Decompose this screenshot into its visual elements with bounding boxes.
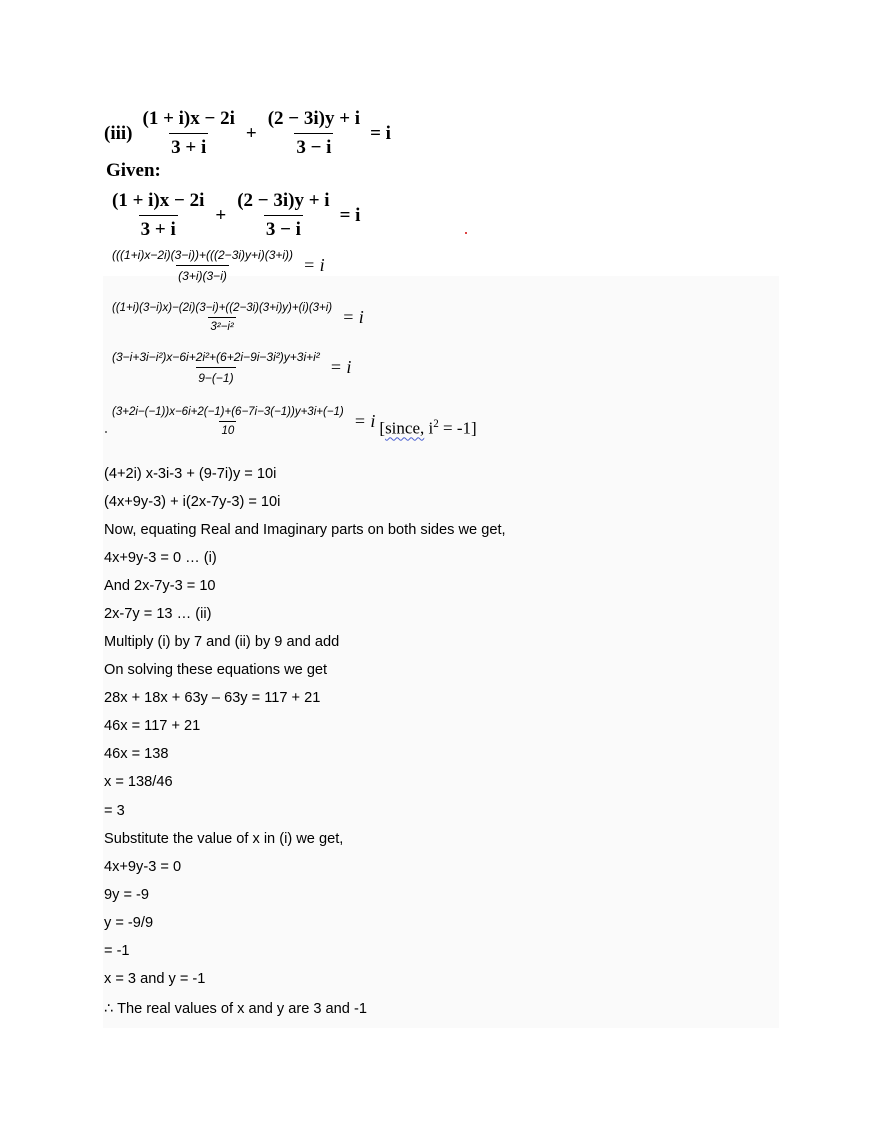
since-note-open: [ xyxy=(379,418,386,438)
solution-line-5: And 2x-7y-3 = 10 xyxy=(104,578,216,594)
solution-line-1: (4+2i) x-3i-3 + (9-7i)y = 10i xyxy=(104,466,277,482)
problem-fraction-1 xyxy=(141,108,237,159)
solution-line-13: = 3 xyxy=(104,803,125,819)
problem-fraction-2-numerator: (2 − 3i)y + i xyxy=(267,108,361,129)
solution-line-16: 9y = -9 xyxy=(104,887,150,903)
step-3-numerator: (3−i+3i−i²)x−6i+2i²+(6+2i−9i−3i²)y+3i+i² xyxy=(112,350,320,364)
solution-background xyxy=(103,276,779,1028)
step-1-rhs: = i xyxy=(303,255,325,275)
solution-line-8: On solving these equations we get xyxy=(104,662,328,678)
problem-fraction-2-denominator: 3 − i xyxy=(294,133,333,159)
step-2-denominator: 3²−i² xyxy=(208,317,235,333)
problem-fraction-1-denominator: 3 + i xyxy=(169,133,208,159)
given-fraction-1 xyxy=(110,190,206,241)
problem-rhs: = i xyxy=(370,122,391,144)
problem-fraction-2 xyxy=(266,108,362,159)
step-4-rhs: = i xyxy=(353,410,376,431)
step-1 xyxy=(110,248,325,283)
solution-line-18: = -1 xyxy=(104,943,130,959)
problem-equation xyxy=(104,108,391,159)
given-fraction-1-denominator: 3 + i xyxy=(139,215,178,241)
step-1-denominator: (3+i)(3−i) xyxy=(176,265,229,283)
given-equation xyxy=(110,190,360,241)
given-plus: + xyxy=(215,204,227,226)
stray-mark xyxy=(465,232,467,234)
solution-line-3: Now, equating Real and Imaginary parts on both sides we get, xyxy=(104,522,506,538)
since-note-i: i xyxy=(424,418,434,438)
given-fraction-2 xyxy=(235,190,331,241)
solution-line-6: 2x-7y = 13 … (ii) xyxy=(104,606,212,622)
step-4-denominator: 10 xyxy=(219,421,236,437)
solution-line-19: x = 3 and y = -1 xyxy=(104,971,206,987)
step-4 xyxy=(110,404,477,439)
step-3-rhs: = i xyxy=(329,357,352,377)
step-1-numerator: (((1+i)x−2i)(3−i))+(((2−3i)y+i)(3+i)) xyxy=(112,248,294,262)
solution-line-14: Substitute the value of x in (i) we get, xyxy=(104,831,344,847)
since-note-word: since, xyxy=(385,418,425,438)
step-3-fraction xyxy=(110,350,322,385)
solution-line-10: 46x = 117 + 21 xyxy=(104,718,201,734)
step-3 xyxy=(110,350,351,385)
solution-line-9: 28x + 18x + 63y – 63y = 117 + 21 xyxy=(104,690,321,706)
problem-plus: + xyxy=(245,122,257,144)
since-note xyxy=(379,418,476,439)
problem-label: (iii) xyxy=(104,122,133,144)
since-note-rest: = -1] xyxy=(438,418,477,438)
step-1-fraction xyxy=(110,248,295,283)
solution-line-17: y = -9/9 xyxy=(104,915,154,931)
stray-mark-2 xyxy=(105,431,107,433)
step-4-numerator: (3+2i−(−1))x−6i+2(−1)+(6−7i−3(−1))y+3i+(−1) xyxy=(112,405,344,418)
step-3-denominator: 9−(−1) xyxy=(196,367,235,385)
step-4-fraction xyxy=(110,406,346,437)
solution-line-11: 46x = 138 xyxy=(104,746,169,762)
solution-line-20: ∴ The real values of x and y are 3 and -1 xyxy=(104,1001,367,1017)
step-2 xyxy=(110,302,364,333)
since-note-exponent: 2 xyxy=(433,418,439,430)
solution-line-15: 4x+9y-3 = 0 xyxy=(104,859,182,875)
step-2-fraction xyxy=(110,302,334,333)
solution-line-7: Multiply (i) by 7 and (ii) by 9 and add xyxy=(104,634,340,650)
solution-line-12: x = 138/46 xyxy=(104,774,173,790)
given-fraction-2-denominator: 3 − i xyxy=(264,215,303,241)
given-heading: Given: xyxy=(106,160,161,181)
solution-line-4: 4x+9y-3 = 0 … (i) xyxy=(104,550,217,566)
solution-line-2: (4x+9y-3) + i(2x-7y-3) = 10i xyxy=(104,494,281,510)
given-fraction-1-numerator: (1 + i)x − 2i xyxy=(112,190,205,211)
step-2-rhs: = i xyxy=(342,307,364,327)
given-rhs: = i xyxy=(339,204,361,226)
given-fraction-2-numerator: (2 − 3i)y + i xyxy=(237,190,330,211)
step-2-numerator: ((1+i)(3−i)x)−(2i)(3−i)+((2−3i)(3+i)y)+(i)(3+i) xyxy=(112,302,333,314)
problem-fraction-1-numerator: (1 + i)x − 2i xyxy=(142,108,235,129)
